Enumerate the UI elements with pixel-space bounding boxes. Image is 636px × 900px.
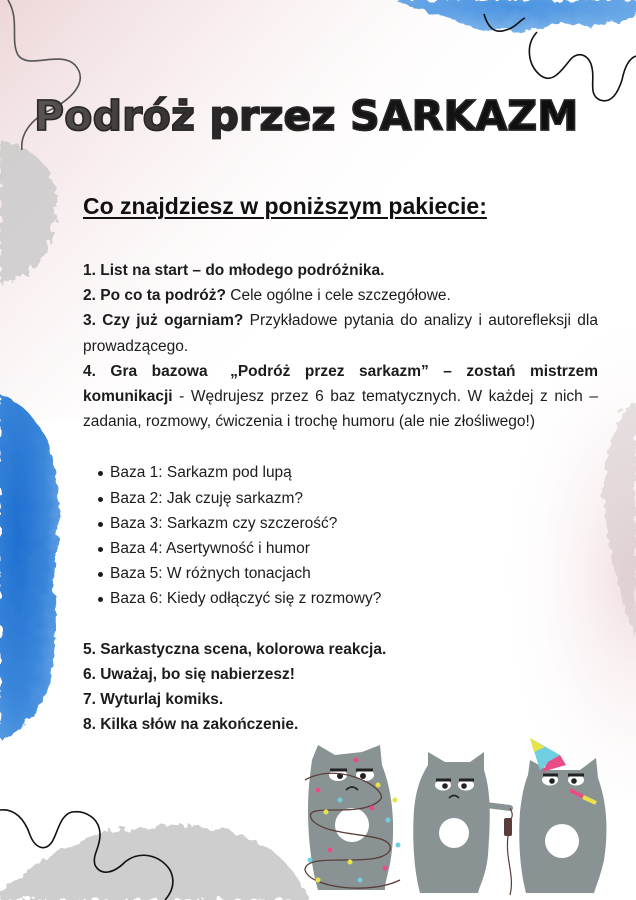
base-item: Baza 3: Sarkazm czy szczerość? (83, 511, 598, 536)
item-4-word: mistrzem (529, 362, 598, 380)
item-3 (83, 308, 598, 358)
page-title (34, 92, 578, 140)
item-7 (83, 687, 598, 712)
item-4-word: „Podróż (230, 362, 291, 380)
bases-list (83, 460, 598, 611)
item-8 (83, 712, 598, 737)
item-5-text: 5. Sarkastyczna scena, kolorowa reakcja. (83, 640, 387, 658)
base-item: Baza 2: Jak czuję sarkazm? (83, 486, 598, 511)
item-1-bold: List na start – do młodego podróżnika. (100, 262, 385, 279)
page-title-text: Podróż przez SARKAZM (34, 92, 579, 140)
item-5 (83, 637, 598, 662)
spacer (83, 434, 598, 460)
item-4-bold-tail: komunikacji (83, 388, 173, 406)
item-4 (83, 359, 598, 435)
item-3-text: Przykładowe pytania do analizy i autorefleksji dla prowadzącego. (83, 312, 598, 355)
base-item: Baza 5: W różnych tonacjach (83, 561, 598, 586)
item-4-word: Gra (110, 362, 138, 380)
item-2 (83, 283, 598, 308)
item-1-number: 1. (83, 262, 96, 279)
item-4-text: - Wędrujesz przez 6 baz tematycznych. W każdej z nich – zadania, rozmowy, ćwiczenia i trochę humoru (ale nie złośliwego!) (83, 388, 598, 431)
item-1 (83, 258, 598, 283)
item-4-word: bazowa (151, 362, 208, 380)
spacer (83, 612, 598, 637)
item-2-bold: Po co ta podróż? (100, 287, 226, 305)
item-2-number: 2. (83, 287, 96, 305)
section-heading: Co znajdziesz w poniższym pakiecie: (83, 193, 487, 219)
item-4-heading-line (83, 359, 598, 384)
item-2-text: Cele ogólne i cele szczegółowe. (225, 287, 451, 305)
package-contents (83, 258, 598, 737)
item-3-bold: Czy już ogarniam? (102, 312, 244, 330)
item-6-text: 6. Uważaj, bo się nabierzesz! (83, 665, 295, 683)
item-4-number: 4. (83, 362, 96, 380)
item-4-word: przez (304, 362, 345, 380)
base-item: Baza 4: Asertywność i humor (83, 536, 598, 561)
item-6 (83, 662, 598, 687)
item-4-word: sarkazm” (358, 362, 429, 380)
base-item: Baza 1: Sarkazm pod lupą (83, 460, 598, 485)
base-item: Baza 6: Kiedy odłączyć się z rozmowy? (83, 586, 598, 611)
item-7-text: 7. Wyturlaj komiks. (83, 690, 224, 708)
item-3-number: 3. (83, 312, 96, 330)
item-8-text: 8. Kilka słów na zakończenie. (83, 716, 299, 734)
item-4-body (83, 384, 598, 434)
item-4-word: – (443, 362, 452, 380)
item-4-word: zostań (466, 362, 516, 380)
